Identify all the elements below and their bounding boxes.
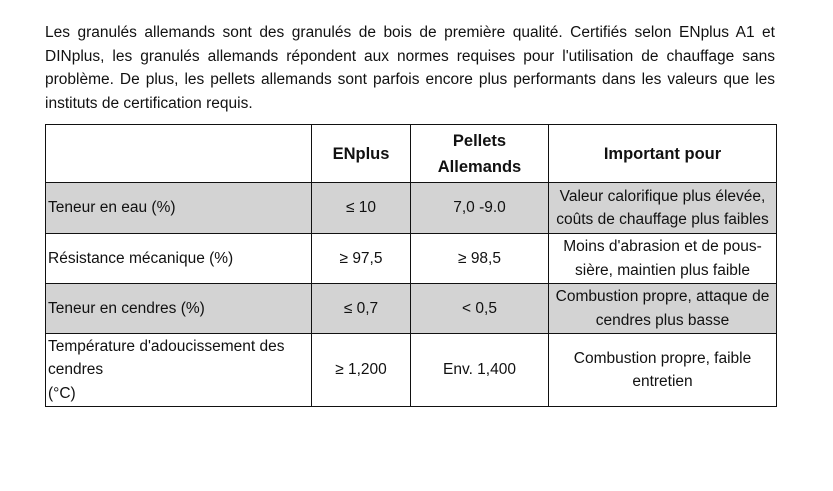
table-header-row <box>46 125 777 183</box>
header-pellets-allemands: Pellets Allemands <box>411 125 549 183</box>
row-importance: Moins d'abrasion et de pous-sière, maintien plus faible <box>549 234 777 284</box>
row-pellets-value: 7,0 -9.0 <box>411 183 549 234</box>
row-enplus-value: ≤ 10 <box>312 183 411 234</box>
row-property: Température d'adoucissement des cendres <box>48 337 285 379</box>
row-property: Teneur en cendres (%) <box>46 284 312 334</box>
row-property: Teneur en eau (%) <box>46 183 312 234</box>
row-property-unit: (°C) <box>48 384 76 402</box>
header-important-pour: Important pour <box>549 125 777 183</box>
row-importance: Combustion propre, faible entretien <box>549 334 777 407</box>
row-pellets-value: ≥ 98,5 <box>411 234 549 284</box>
row-importance: Combustion propre, attaque de cendres plus basse <box>549 284 777 334</box>
row-enplus-value: ≤ 0,7 <box>312 284 411 334</box>
row-importance: Valeur calorifique plus élevée, coûts de chauffage plus faibles <box>549 183 777 234</box>
row-pellets-value: < 0,5 <box>411 284 549 334</box>
header-property <box>46 125 312 183</box>
pellet-spec-table <box>45 124 777 407</box>
table-row <box>46 284 777 334</box>
row-property: Résistance mécanique (%) <box>46 234 312 284</box>
table-row <box>46 234 777 284</box>
row-property-cell <box>46 334 312 407</box>
row-pellets-value: Env. 1,400 <box>411 334 549 407</box>
header-enplus: ENplus <box>312 125 411 183</box>
table-row <box>46 334 777 407</box>
row-enplus-value: ≥ 1,200 <box>312 334 411 407</box>
row-enplus-value: ≥ 97,5 <box>312 234 411 284</box>
table-row <box>46 183 777 234</box>
intro-paragraph: Les granulés allemands sont des granulés de bois de première qualité. Certifiés selon ENplus A1 et DINplus, les granulés allemands répondent aux normes requises pour l'utilisation de chauffage sans problème. De plus, les pellets allemands sont parfois encore plus performants dans les valeurs que les instituts de certification requis. <box>45 24 775 112</box>
